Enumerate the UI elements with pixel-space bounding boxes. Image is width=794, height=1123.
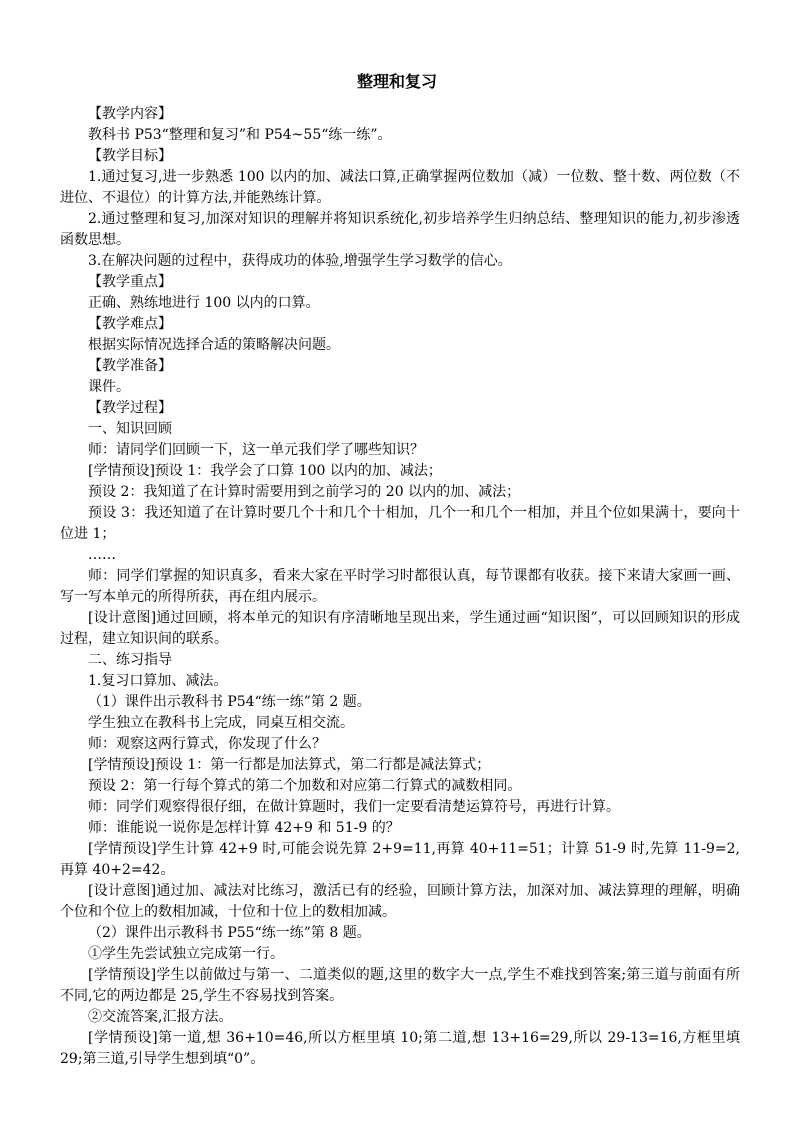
paragraph: 预设 2：我知道了在计算时需要用到之前学习的 20 以内的加、减法； bbox=[88, 484, 521, 500]
paragraph: 3.在解决问题的过程中，获得成功的体验,增强学生学习数学的信心。 bbox=[88, 253, 512, 269]
paragraph: [设计意图]通过加、减法对比练习，激活已有的经验，回顾计算方法，加深对加、减法算理的理解，明确个位和个位上的数相加减，十位和十位上的数相加减。 bbox=[60, 883, 740, 920]
paragraph: 二、练习指导 bbox=[88, 652, 172, 668]
document-title: 整理和复习 bbox=[356, 72, 437, 91]
paragraph: 教科书 P53“整理和复习”和 P54~55“练一练”。 bbox=[88, 127, 392, 143]
document-body bbox=[60, 104, 740, 1070]
paragraph: 师：观察这两行算式，你发现了什么？ bbox=[88, 736, 326, 752]
paragraph: 1.复习口算加、减法。 bbox=[88, 673, 228, 689]
section-heading-key-points: 【教学重点】 bbox=[88, 274, 172, 290]
paragraph: [学情预设]学生以前做过与第一、二道类似的题,这里的数字大一点,学生不难找到答案;第三道与前面有所不同,它的两边都是 25,学生不容易找到答案。 bbox=[60, 967, 740, 1004]
paragraph: 课件。 bbox=[88, 379, 130, 395]
section-heading-objectives: 【教学目标】 bbox=[88, 148, 172, 164]
section-heading-difficulties: 【教学难点】 bbox=[88, 316, 172, 332]
section-heading-content: 【教学内容】 bbox=[88, 106, 172, 122]
paragraph: [学情预设]第一道,想 36+10=46,所以方框里填 10;第二道,想 13+16=29,所以 29-13=16,方框里填 29;第三道,引导学生想到填“0”。 bbox=[60, 1030, 740, 1067]
section-heading-preparation: 【教学准备】 bbox=[88, 358, 172, 374]
paragraph: …… bbox=[88, 547, 116, 563]
paragraph: 根据实际情况选择合适的策略解决问题。 bbox=[88, 337, 340, 353]
paragraph: 学生独立在教科书上完成，同桌互相交流。 bbox=[88, 715, 354, 731]
paragraph: ②交流答案,汇报方法。 bbox=[88, 1009, 233, 1025]
paragraph: 2.通过整理和复习,加深对知识的理解并将知识系统化,初步培养学生归纳总结、整理知识的能力,初步渗透函数思想。 bbox=[60, 211, 740, 248]
paragraph: [学情预设]学生计算 42+9 时,可能会说先算 2+9=11,再算 40+11=51；计算 51-9 时,先算 11-9=2,再算 40+2=42。 bbox=[60, 841, 740, 878]
paragraph: 一、知识回顾 bbox=[88, 421, 172, 437]
paragraph: [学情预设]预设 1：我学会了口算 100 以内的加、减法； bbox=[88, 463, 442, 479]
section-heading-process: 【教学过程】 bbox=[88, 400, 172, 416]
paragraph: [学情预设]预设 1：第一行都是加法算式，第二行都是减法算式； bbox=[88, 757, 491, 773]
paragraph: 预设 3：我还知道了在计算时要几个十和几个十相加，几个一和几个一相加，并且个位如果满十，要向十位进 1； bbox=[60, 505, 740, 542]
paragraph: 师：同学们观察得很仔细，在做计算题时，我们一定要看清楚运算符号，再进行计算。 bbox=[88, 799, 620, 815]
paragraph: 1.通过复习,进一步熟悉 100 以内的加、减法口算,正确掌握两位数加（减）一位数、整十数、两位数（不进位、不退位）的计算方法,并能熟练计算。 bbox=[60, 169, 740, 206]
paragraph: 师：同学们掌握的知识真多，看来大家在平时学习时都很认真，每节课都有收获。接下来请大家画一画、写一写本单元的所得所获，再在组内展示。 bbox=[60, 568, 740, 605]
paragraph: 师：请同学们回顾一下，这一单元我们学了哪些知识？ bbox=[88, 442, 424, 458]
paragraph: 预设 2：第一行每个算式的第二个加数和对应第二行算式的减数相同。 bbox=[88, 778, 522, 794]
paragraph: 正确、熟练地进行 100 以内的口算。 bbox=[88, 295, 320, 311]
paragraph: （1）课件出示教科书 P54“练一练”第 2 题。 bbox=[88, 694, 371, 710]
paragraph: [设计意图]通过回顾，将本单元的知识有序清晰地呈现出来，学生通过画“知识图”，可以回顾知识的形成过程，建立知识间的联系。 bbox=[60, 610, 740, 647]
paragraph: 师：谁能说一说你是怎样计算 42+9 和 51-9 的？ bbox=[88, 820, 400, 836]
paragraph: （2）课件出示教科书 P55“练一练”第 8 题。 bbox=[88, 925, 371, 941]
paragraph: ①学生先尝试独立完成第一行。 bbox=[88, 946, 284, 962]
